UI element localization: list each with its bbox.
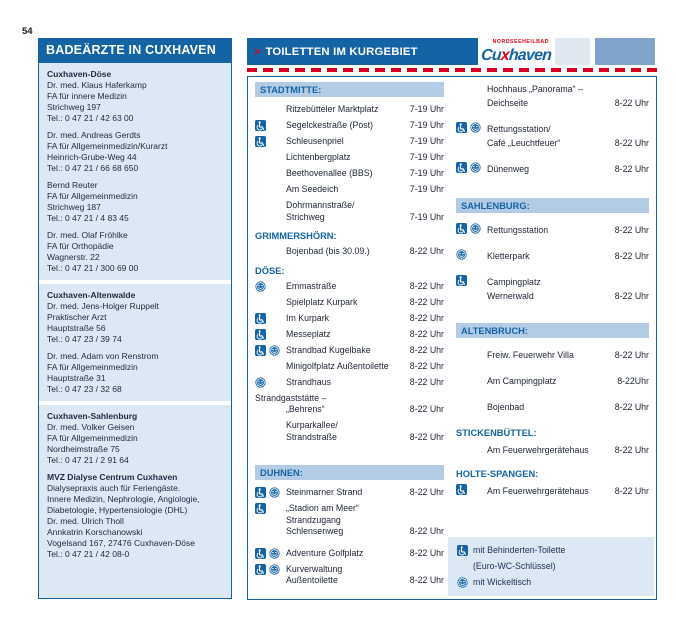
toilet-row [255, 281, 444, 293]
page-number: 54 [22, 26, 33, 37]
toilet-time: 8-22 Uhr [409, 575, 444, 585]
doctor-line: FA für Allgemeinmedizin [47, 433, 138, 443]
doctor-line: Dr. med. Ulrich Tholl [47, 516, 124, 526]
cuxhaven-logo [480, 38, 552, 65]
changing-table-icon [269, 487, 280, 498]
section-header: DÖSE: [255, 265, 285, 276]
toilet-name [286, 329, 410, 341]
row-icons [456, 275, 487, 286]
section-header: SAHLENBURG: [456, 198, 649, 213]
toilet-name-line: Am Feuerwehrgerätehaus [487, 445, 589, 455]
doctor-entry [47, 472, 223, 560]
toilet-row [456, 400, 649, 414]
toilet-row [456, 122, 649, 150]
toilet-name-line: Schleusenpriel [286, 136, 344, 146]
toilet-name-line: Am Campingplatz [487, 376, 557, 386]
wheelchair-icon [255, 564, 266, 575]
wheelchair-icon [255, 120, 266, 131]
toilet-name-line: Beethovenallee (BBS) [286, 168, 373, 178]
toilet-section [255, 82, 444, 223]
toilet-name [286, 104, 410, 116]
logo-tagline: NORDSEEHEILBAD [492, 39, 549, 45]
toilet-time: 8-22 Uhr [614, 445, 649, 455]
sidebar-title: BADEÄRZTE IN CUXHAVEN [38, 38, 232, 62]
toilet-name [286, 361, 410, 373]
legend-item-changing-table [457, 577, 645, 588]
changing-table-icon [255, 281, 266, 292]
legend [448, 537, 654, 596]
doctor-line: Dr. med. Jens-Holger Ruppelt [47, 301, 159, 311]
toilet-row [255, 313, 444, 325]
toilet-name-line: Strichweg [286, 211, 325, 222]
doctor-entry [47, 130, 223, 174]
row-icons [255, 120, 286, 131]
toilets-column-right [452, 82, 653, 594]
toilet-name-line: Lichtenbergplatz [286, 152, 351, 162]
changing-table-icon [470, 122, 481, 133]
doctor-line: Hauptstraße 56 [47, 323, 106, 333]
toilet-name-line: „Behrens“ [286, 404, 325, 414]
doctors-sidebar [38, 38, 232, 599]
row-icons [255, 136, 286, 147]
logo-part-x: x [500, 47, 510, 64]
toilet-row [255, 136, 444, 148]
toilet-name-line: Bojenbad [487, 402, 525, 412]
toilet-name-line: Kurverwaltung [286, 563, 343, 574]
doctor-entry [47, 411, 223, 466]
doctor-line: Praktischer Arzt [47, 312, 107, 322]
toilets-column-left [251, 82, 452, 594]
toilet-row [255, 548, 444, 560]
toilet-section [456, 469, 649, 498]
doctor-line: Dr. med. Klaus Haferkamp [47, 80, 147, 90]
toilet-name [286, 120, 410, 132]
doctor-line: Tel.: 0 47 21 / 66 68 650 [47, 163, 139, 173]
toilet-time: 7-19 Uhr [409, 184, 444, 194]
toilet-time: 8-22 Uhr [614, 486, 649, 496]
toilet-row [456, 484, 649, 498]
toilet-name-line: Kletterpark [487, 251, 530, 261]
toilet-section [456, 323, 649, 414]
doctor-entry [47, 230, 223, 274]
toilet-name-line: Campingplatz [487, 277, 541, 287]
doctor-line: Tel.: 0 47 21 / 4 83 45 [47, 213, 129, 223]
changing-table-icon [470, 223, 481, 234]
toilet-row [255, 120, 444, 132]
toilet-section [456, 428, 649, 457]
toilet-name-line: Dünenweg [487, 164, 530, 174]
red-dashed-divider [247, 68, 657, 72]
doctor-group [39, 63, 231, 280]
doctor-line: Tel.: 0 47 21 / 2 91 64 [47, 455, 129, 465]
changing-table-icon [457, 577, 468, 588]
toilet-name [487, 400, 615, 414]
doctor-line: Wagnerstr. 22 [47, 252, 100, 262]
changing-table-icon [269, 548, 280, 559]
decor-rect-medium [595, 38, 655, 65]
toilet-name-line: Freiw. Feuerwehr Villa [487, 350, 574, 360]
decor-rect-light [555, 38, 590, 65]
wheelchair-icon [255, 313, 266, 324]
doctor-line: Tel.: 0 47 23 / 32 68 [47, 384, 122, 394]
toilet-time: 8-22 Uhr [409, 431, 444, 442]
doctor-entry [47, 69, 223, 124]
toilet-time: 8-22 Uhr [614, 98, 649, 108]
doctor-line: Dr. med. Adam von Renstrom [47, 351, 159, 361]
doctor-line: Tel.: 0 47 21 / 300 69 00 [47, 263, 139, 273]
doctor-line: Vogelsand 167, 27476 Cuxhaven-Döse [47, 538, 195, 548]
toilet-time: 8-22 Uhr [409, 246, 444, 256]
row-icons [456, 122, 487, 133]
wheelchair-icon [255, 548, 266, 559]
doctor-line: Annkatrin Korschanowski [47, 527, 143, 537]
doctor-line: Dr. med. Olaf Fröhlke [47, 230, 128, 240]
toilet-row [456, 223, 649, 237]
doctor-line: Tel.: 0 47 21 / 42 63 00 [47, 113, 134, 123]
toilet-name [255, 393, 410, 416]
toilet-row [456, 348, 649, 362]
toilet-time: 8-22 Uhr [614, 225, 649, 235]
row-icons [255, 281, 286, 292]
toilet-name [286, 503, 410, 538]
row-icons [255, 487, 286, 498]
toilet-name-line: Emmastraße [286, 280, 337, 291]
row-icons [255, 345, 286, 356]
toilet-name-line: Strandgaststätte – [255, 392, 327, 403]
toilet-time: 8-22 Uhr [409, 296, 444, 307]
toilet-row [255, 168, 444, 180]
doctor-line: FA für Allgemeinmedizin/Kurarzt [47, 141, 168, 151]
doctor-line: Nordheimstraße 75 [47, 444, 120, 454]
wheelchair-icon [456, 484, 467, 495]
toilet-name [286, 136, 410, 148]
toilet-time: 7-19 Uhr [409, 152, 444, 162]
row-icons [255, 313, 286, 324]
changing-table-icon [255, 377, 266, 388]
toilet-section [255, 465, 444, 587]
section-header: DUHNEN: [255, 465, 444, 480]
toilet-time: 8-22 Uhr [409, 404, 444, 414]
toilet-row [255, 152, 444, 164]
toilet-time: 8-22 Uhr [409, 360, 444, 371]
toilet-name-line: Außentoilette [286, 575, 338, 585]
wheelchair-icon [457, 545, 468, 556]
doctor-line: Innere Medizin, Nephrologie, Angiologie, [47, 494, 200, 504]
doctor-line: MVZ Dialyse Centrum Cuxhaven [47, 472, 178, 482]
toilet-row [255, 184, 444, 196]
toilets-panel [247, 38, 657, 600]
toilet-row [456, 374, 649, 388]
doctor-line: FA für innere Medizin [47, 91, 127, 101]
logo-part-haven: haven [508, 47, 552, 64]
toilet-name-line: Strandstraße [286, 431, 337, 442]
wheelchair-icon [255, 136, 266, 147]
toilet-row [456, 249, 649, 263]
toilet-name-line: Hochhaus „Panorama“ – [487, 84, 583, 94]
row-icons [255, 377, 286, 388]
toilet-row [456, 162, 649, 176]
toilet-time: 8-22 Uhr [614, 291, 649, 301]
doctor-entry [47, 351, 223, 395]
wheelchair-icon [456, 223, 467, 234]
toilet-row [456, 443, 649, 457]
toilet-time: 8-22 Uhr [409, 280, 444, 291]
toilet-name [487, 122, 615, 150]
row-icons [255, 503, 286, 514]
row-icons [456, 249, 487, 260]
doctor-entry [47, 180, 223, 224]
toilet-name [286, 200, 410, 223]
doctor-line: Cuxhaven-Sahlenburg [47, 411, 138, 421]
toilet-row [255, 487, 444, 499]
doctor-line: Dr. med. Andreas Gerdts [47, 130, 141, 140]
doctor-line: Cuxhaven-Altenwalde [47, 290, 136, 300]
toilet-name [487, 82, 615, 110]
toilet-name-line: Rettungsstation/ [487, 124, 551, 134]
doctor-line: Tel.: 0 47 21 / 42 08-0 [47, 549, 130, 559]
legend-text: mit Behinderten-Toilette [473, 545, 566, 555]
toilet-row [255, 377, 444, 389]
wheelchair-icon [456, 162, 467, 173]
toilet-name-line: Messeplatz [286, 328, 331, 339]
toilet-name [286, 564, 410, 587]
toilet-time: 7-19 Uhr [409, 168, 444, 178]
doctor-line: FA für Allgemeinmedizin [47, 362, 138, 372]
toilet-time: 8-22 Uhr [409, 328, 444, 339]
panel-header [247, 38, 657, 65]
toilet-name-line: Adventure Golfplatz [286, 547, 364, 558]
legend-item-euro-key [457, 561, 645, 572]
toilet-row [255, 393, 444, 416]
toilet-name-line: Spielplatz Kurpark [286, 296, 358, 307]
row-icons [255, 564, 286, 575]
doctor-line: Cuxhaven-Döse [47, 69, 112, 79]
toilet-name [487, 223, 615, 237]
toilet-row [255, 246, 444, 258]
toilet-name-line: Rettungsstation [487, 225, 549, 235]
toilet-section [255, 266, 444, 444]
toilet-row [255, 297, 444, 309]
toilet-name [286, 377, 410, 389]
toilet-name-line: Schlensenweg [286, 526, 344, 536]
toilet-time: 8-22 Uhr [614, 402, 649, 412]
toilet-name-line: Strandbad Kugelbake [286, 344, 371, 355]
sidebar-groups [38, 62, 232, 599]
changing-table-icon [456, 249, 467, 260]
toilet-name-line: Im Kurpark [286, 312, 330, 323]
toilet-name [286, 152, 410, 164]
row-icons [255, 329, 286, 340]
toilet-name-line: Kurparkallee/ [286, 420, 338, 430]
doctor-line: Strichweg 187 [47, 202, 101, 212]
toilet-name-line: Café „Leuchtfeuer“ [487, 138, 561, 148]
toilet-name [286, 487, 410, 499]
toilet-name-line: Wernerwald [487, 291, 534, 301]
toilet-name [487, 443, 615, 457]
toilet-time: 8-22 Uhr [409, 547, 444, 558]
toilet-time: 8-22 Uhr [409, 376, 444, 387]
doctor-line: Tel.: 0 47 23 / 39 74 [47, 334, 122, 344]
toilet-name [286, 313, 410, 325]
doctor-line: FA für Allgemeinmedizin [47, 191, 138, 201]
doctor-line: Strichweg 197 [47, 102, 101, 112]
changing-table-icon [470, 162, 481, 173]
row-icons [456, 484, 487, 495]
toilet-name-line: Am Feuerwehrgerätehaus [487, 486, 589, 496]
toilet-time: 8-22 Uhr [614, 251, 649, 261]
toilet-name [286, 345, 410, 357]
doctor-line: Dr. med. Volker Geisen [47, 422, 135, 432]
wheelchair-icon [255, 487, 266, 498]
wheelchair-icon [255, 503, 266, 514]
toilet-time: 7-19 Uhr [409, 120, 444, 130]
toilet-time: 8-22 Uhr [614, 164, 649, 174]
toilet-name-line: Deichseite [487, 98, 529, 108]
toilet-time: 8-22 Uhr [409, 312, 444, 323]
toilet-time: 8-22 Uhr [614, 350, 649, 360]
toilet-name-line: Segelckestraße (Post) [286, 120, 374, 130]
toilet-row [255, 420, 444, 443]
doctor-line: Bernd Reuter [47, 180, 98, 190]
toilet-name [487, 374, 617, 388]
toilet-row [255, 564, 444, 587]
row-icons [255, 548, 286, 559]
toilet-row [255, 200, 444, 223]
section-header: STADTMITTE: [255, 82, 444, 97]
toilet-time: 8-22 Uhr [614, 138, 649, 148]
changing-table-icon [269, 345, 280, 356]
doctor-line: Dialysepraxis auch für Feriengäste. [47, 483, 181, 493]
wheelchair-icon [255, 345, 266, 356]
toilet-name-line: „Stadion am Meer“ [286, 503, 359, 513]
toilet-name-line: Strandhaus [286, 376, 331, 387]
section-header: GRIMMERSHÖRN: [255, 231, 337, 241]
toilet-name [487, 484, 615, 498]
toilet-name [286, 548, 410, 560]
toilet-name [286, 184, 410, 196]
chevron-right-icon: > [254, 45, 261, 58]
toilet-time: 7-19 Uhr [409, 104, 444, 114]
toilet-row [456, 82, 649, 110]
toilet-time: 8-22 Uhr [409, 487, 444, 497]
toilet-name [487, 275, 615, 303]
toilet-name [487, 162, 615, 176]
wheelchair-icon [456, 122, 467, 133]
toilet-name [286, 297, 410, 309]
toilet-name [487, 348, 615, 362]
toilet-name-line: Dohrmannstraße/ [286, 200, 355, 210]
doctor-group [39, 405, 231, 598]
doctor-line: Hauptstraße 31 [47, 373, 106, 383]
toilet-row [255, 345, 444, 357]
toilet-name-line: Bojenbad (bis 30.09.) [286, 246, 370, 256]
toilet-name [286, 281, 410, 293]
toilet-name-line: Steinmarner Strand [286, 487, 363, 497]
toilet-name-line: Am Seedeich [286, 184, 339, 194]
toilet-name-line: Ritzebütteler Marktplatz [286, 104, 379, 114]
panel-title-bar [247, 38, 478, 65]
wheelchair-icon [255, 329, 266, 340]
doctor-line: Diabetologie, Hypertensiologie (DHL) [47, 505, 188, 515]
toilet-name-line: Minigolfplatz Außentoilette [286, 360, 389, 371]
legend-text: (Euro-WC-Schlüssel) [473, 561, 556, 571]
toilet-name [487, 249, 615, 263]
toilet-name [286, 420, 410, 443]
toilets-list-box [247, 76, 657, 600]
legend-item-disabled-toilet [457, 545, 645, 556]
toilet-row [255, 503, 444, 538]
legend-text: mit Wickeltisch [473, 577, 532, 587]
toilet-time: 7-19 Uhr [409, 211, 444, 222]
section-header: ALTENBRUCH: [456, 323, 649, 338]
toilet-section [456, 198, 649, 303]
wheelchair-icon [456, 275, 467, 286]
doctor-group [39, 284, 231, 401]
toilet-time: 8-22 Uhr [409, 526, 444, 536]
toilet-name [286, 168, 410, 180]
toilet-row [456, 275, 649, 303]
row-icons [456, 223, 487, 234]
doctor-line: Heinrich-Grube-Weg 44 [47, 152, 137, 162]
section-header: STICKENBÜTTEL: [456, 428, 537, 438]
toilet-section [456, 82, 649, 176]
doctor-line: FA für Orthopädie [47, 241, 114, 251]
panel-title: TOILETTEN IM KURGEBIET [265, 45, 418, 58]
logo-wordmark [480, 47, 551, 65]
section-header: HOLTE-SPANGEN: [456, 469, 539, 479]
toilet-name-line: Strandzugang [286, 514, 341, 525]
toilet-time: 8-22 Uhr [409, 344, 444, 355]
toilet-row [255, 104, 444, 116]
toilet-name [286, 246, 410, 258]
toilet-section [255, 231, 444, 258]
logo-part-cu: Cu [480, 47, 502, 64]
toilet-time: 7-19 Uhr [409, 136, 444, 146]
toilet-row [255, 329, 444, 341]
doctor-entry [47, 290, 223, 345]
row-icons [456, 162, 487, 173]
toilet-time: 8-22Uhr [617, 376, 649, 386]
toilet-row [255, 361, 444, 373]
changing-table-icon [269, 564, 280, 575]
